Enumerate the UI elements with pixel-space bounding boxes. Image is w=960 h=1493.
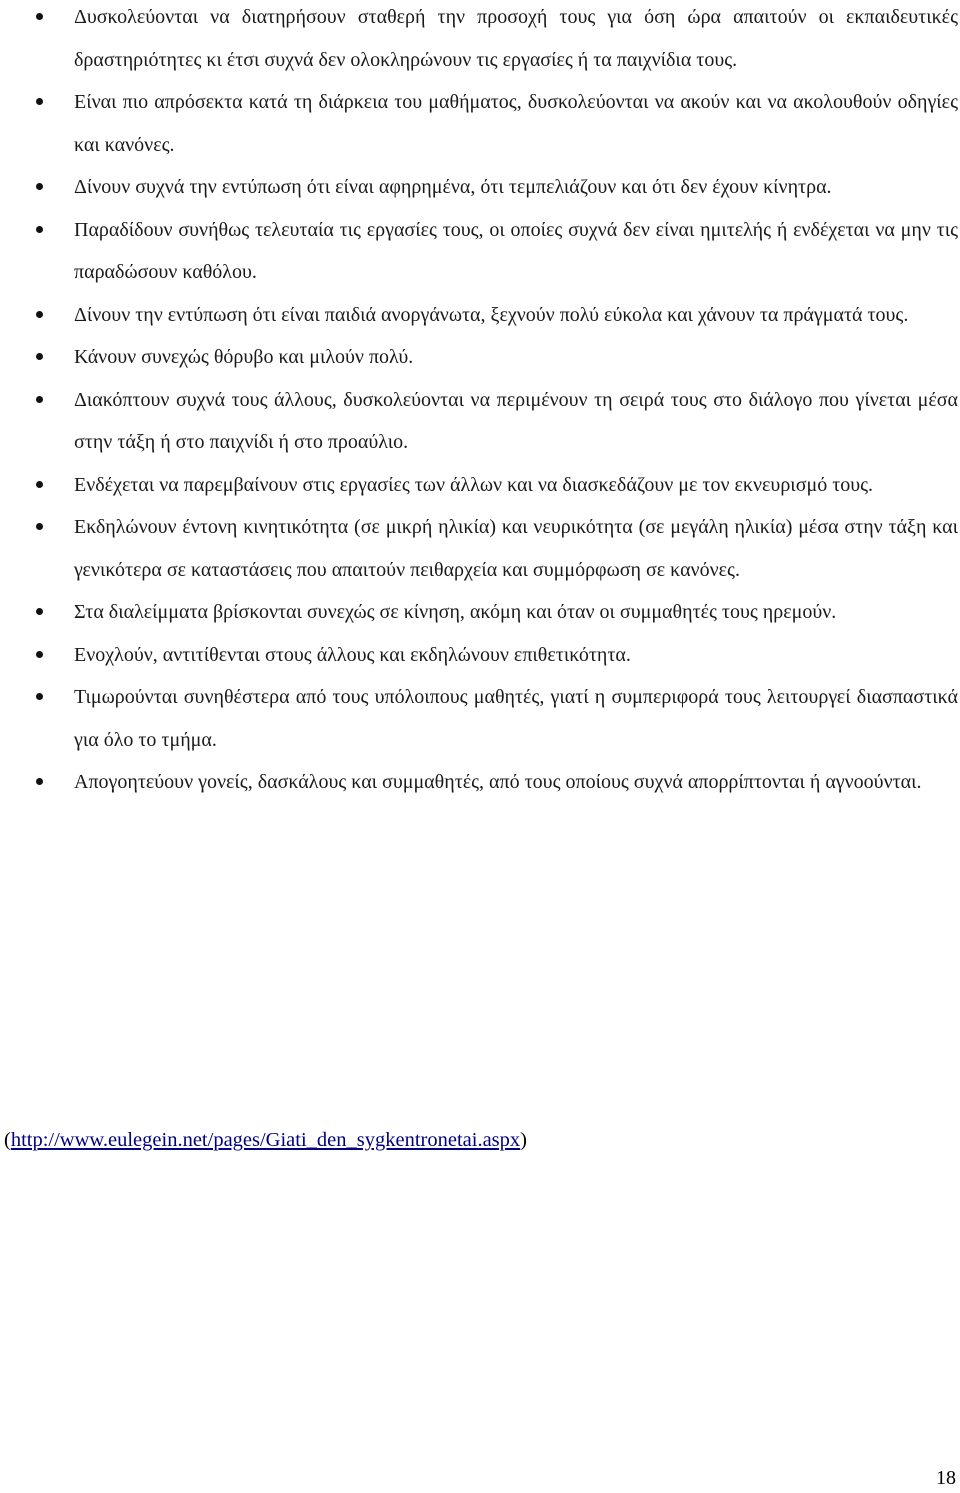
bullet-icon: [36, 98, 43, 105]
bullet-icon: [36, 651, 43, 658]
source-citation: [4, 1122, 527, 1158]
list-item-text: Ενοχλούν, αντιτίθενται στους άλλους και εκδηλώνουν επιθετικότητα.: [74, 643, 631, 666]
list-item: [0, 336, 958, 379]
list-item-text: Τιμωρούνται συνηθέστερα από τους υπόλοιπους μαθητές, γιατί η συμπεριφορά τους λειτουργεί διασπαστικά για όλο το τμήμα.: [74, 686, 958, 751]
list-item: [0, 464, 958, 507]
list-item: [0, 506, 958, 591]
bullet-icon: [36, 226, 43, 233]
list-item: [0, 379, 958, 464]
bullet-icon: [36, 353, 43, 360]
list-item: [0, 591, 958, 634]
source-link[interactable]: http://www.eulegein.net/pages/Giati_den_sygkentronetai.aspx: [10, 1129, 521, 1151]
list-item-text: Δίνουν συχνά την εντύπωση ότι είναι αφηρημένα, ότι τεμπελιάζουν και ότι δεν έχουν κίνητρα.: [74, 176, 832, 198]
bullet-icon: [36, 608, 43, 615]
list-item: [0, 761, 958, 804]
page-number: 18: [936, 1467, 956, 1489]
list-item-text: Ενδέχεται να παρεμβαίνουν στις εργασίες των άλλων και να διασκεδάζουν με τον εκνευρισμό τους.: [74, 473, 874, 496]
list-item: [0, 294, 958, 337]
list-item-text: Διακόπτουν συχνά τους άλλους, δυσκολεύονται να περιμένουν τη σειρά τους στο διάλογο που γίνεται μέσα στην τάξη ή στο παιχνίδι ή στο προαύλιο.: [74, 388, 958, 453]
list-item-text: Παραδίδουν συνήθως τελευταία τις εργασίες τους, οι οποίες συχνά δεν είναι ημιτελής ή ενδέχεται να μην τις παραδώσουν καθόλου.: [74, 218, 958, 283]
list-item: [0, 209, 958, 294]
list-item-text: Κάνουν συνεχώς θόρυβο και μιλούν πολύ.: [74, 346, 414, 368]
bullet-icon: [36, 13, 43, 20]
list-item-text: Δυσκολεύονται να διατηρήσουν σταθερή την προσοχή τους για όση ώρα απαιτούν οι εκπαιδευτικές δραστηριότητες κι έτσι συχνά δεν ολοκληρώνουν τις εργασίες ή τα παιχνίδια τους.: [74, 6, 958, 71]
bullet-icon: [36, 183, 43, 190]
bullet-icon: [36, 693, 43, 700]
list-item: [0, 81, 958, 166]
bullet-icon: [36, 523, 43, 530]
list-item-text: Είναι πιο απρόσεκτα κατά τη διάρκεια του μαθήματος, δυσκολεύονται να ακούν και να ακολουθούν οδηγίες και κανόνες.: [74, 91, 958, 156]
list-item-text: Δίνουν την εντύπωση ότι είναι παιδιά ανοργάνωτα, ξεχνούν πολύ εύκολα και χάνουν τα πράγματά τους.: [74, 303, 909, 326]
list-item-text: Στα διαλείμματα βρίσκονται συνεχώς σε κίνηση, ακόμη και όταν οι συμμαθητές τους ηρεμούν.: [74, 601, 837, 623]
list-item-text: Απογοητεύουν γονείς, δασκάλους και συμμαθητές, από τους οποίους συχνά απορρίπτονται ή αγνοούνται.: [74, 771, 922, 793]
bullet-icon: [36, 778, 43, 785]
list-item-text: Εκδηλώνουν έντονη κινητικότητα (σε μικρή ηλικία) και νευρικότητα (σε μεγάλη ηλικία) μέσα στην τάξη και γενικότερα σε καταστάσεις που απαιτούν πειθαρχεία και συμμόρφωση σε κανόνες.: [74, 516, 958, 581]
bullet-icon: [36, 396, 43, 403]
list-item: [0, 676, 958, 761]
list-item: [0, 166, 958, 209]
bullet-icon: [36, 481, 43, 488]
source-close-paren: ): [520, 1129, 527, 1151]
bullet-icon: [36, 311, 43, 318]
list-item: [0, 0, 958, 81]
source-open-paren: (: [4, 1129, 11, 1151]
list-item: [0, 634, 958, 677]
